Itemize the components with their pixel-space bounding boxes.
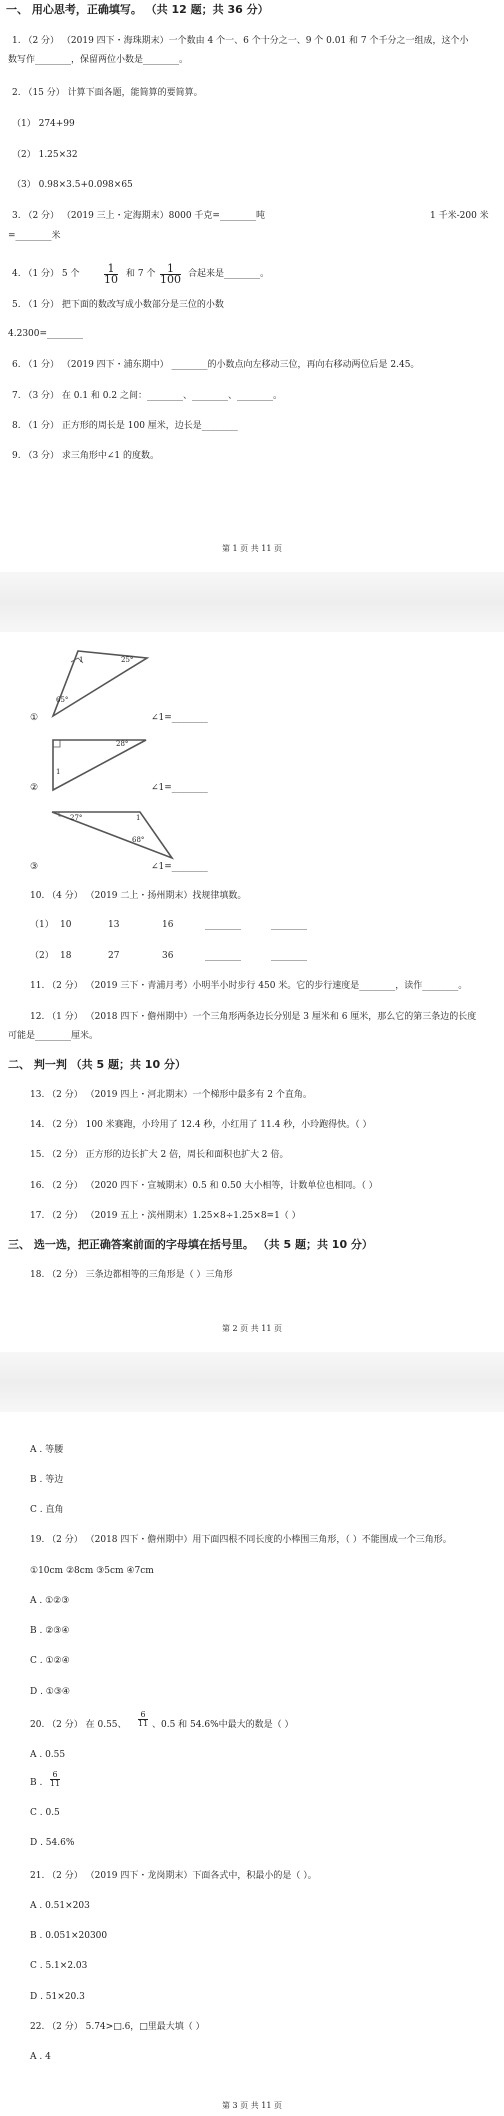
question-18-option-b: B . 等边	[30, 1475, 64, 1485]
question-19-option-d: D . ①③④	[30, 1687, 71, 1697]
question-9: 9. （3 分） 求三角形中∠1 的度数。	[12, 451, 160, 461]
question-22: 22. （2 分） 5.74>□.6，□里最大填（ ）	[30, 2022, 205, 2032]
question-12-cont: 可能是________厘米。	[8, 1031, 99, 1041]
question-18: 18. （2 分） 三条边都相等的三角形是（ ）三角形	[30, 1270, 233, 1280]
question-4: 4. （1 分） 5 个 $\frac{1}{10}$ 和 7 个 $\frac{1}{100}$ 合起来是________。	[12, 262, 270, 286]
question-10-2: （2） 18 27 36 ________ ________	[30, 951, 307, 961]
question-21-option-a: A . 0.51×203	[30, 1901, 90, 1911]
question-22-option-a: A . 4	[30, 2052, 51, 2062]
question-20: 20. （2 分） 在 0.55、 6 11 、0.5 和 54.6%中最大的数是（ ）	[30, 1710, 294, 1730]
question-21: 21. （2 分） （2019 四下・龙岗期末）下面各式中，积最小的是（ ）。	[30, 1871, 317, 1881]
question-1-cont: 数写作________，保留两位小数是________。	[8, 55, 189, 65]
question-19: 19. （2 分） （2018 四下・儋州期中）用下面四根不同长度的小棒围三角形，（ ）不能围成一个三角形。	[30, 1535, 452, 1545]
fraction-1-10: $\frac{1}{10}$	[104, 262, 118, 286]
triangle-2-angles: 28° 1	[56, 740, 129, 776]
question-15: 15. （2 分） 正方形的边长扩大 2 倍，周长和面积也扩大 2 倍。	[30, 1150, 289, 1160]
triangle-2-row: ② ∠1=________	[30, 783, 208, 793]
question-13: 13. （2 分） （2019 四上・河北期末）一个梯形中最多有 2 个直角。	[30, 1090, 312, 1100]
section-1-title: 一、 用心思考，正确填写。 （共 12 题；共 36 分）	[6, 3, 269, 16]
question-2-2: （2） 1.25×32	[12, 150, 78, 160]
question-10: 10. （4 分） （2019 二上・扬州期末）找规律填数。	[30, 891, 247, 901]
page-footer-2: 第 2 页 共 11 页	[222, 1324, 282, 1333]
question-18-option-a: A . 等腰	[30, 1445, 64, 1455]
question-3: 3. （2 分） （2019 三上・定海期末）8000 千克=________吨 1 千米-200 米	[12, 211, 489, 221]
question-2-1: （1） 274+99	[12, 119, 75, 129]
question-18-option-c: C . 直角	[30, 1505, 64, 1515]
question-6: 6. （1 分） （2019 四下・浦东期中） ________的小数点向左移动三位，再向右移动两位后是 2.45。	[12, 360, 420, 370]
question-21-option-b: B . 0.051×20300	[30, 1931, 108, 1941]
question-16: 16. （2 分） （2020 四下・宣城期末）0.5 和 0.50 大小相等，计数单位也相同。（ ）	[30, 1181, 378, 1191]
question-17: 17. （2 分） （2019 五上・滨州期末）1.25×8÷1.25×8=1（ ）	[30, 1211, 301, 1221]
question-20-option-b: B . 6 11	[30, 1770, 61, 1788]
triangle-1-row: ① ∠1=________	[30, 713, 208, 723]
question-12: 12. （1 分） （2018 四下・儋州期中）一个三角形两条边长分别是 3 厘米和 6 厘米，那么它的第三条边的长度	[30, 1012, 477, 1022]
triangle-3-angles: 27° 1 68°	[70, 814, 145, 844]
section-3-title: 三、 选一选，把正确答案前面的字母填在括号里。 （共 5 题；共 10 分）	[8, 1238, 373, 1251]
triangle-3-row: ③ ∠1=________	[30, 862, 208, 872]
question-20-option-a: A . 0.55	[30, 1750, 66, 1760]
question-19-option-a: A . ①②③	[30, 1596, 70, 1606]
question-19-option-b: B . ②③④	[30, 1626, 70, 1636]
fraction-6-11: 6 11	[138, 1710, 149, 1728]
question-3-cont: =________米	[8, 231, 61, 241]
fraction-1-100: $\frac{1}{100}$	[160, 262, 181, 286]
question-20-option-d: D . 54.6%	[30, 1838, 75, 1848]
question-21-option-c: C . 5.1×2.03	[30, 1961, 88, 1971]
option-b-fraction: 6 11	[50, 1770, 61, 1788]
question-2: 2. （15 分） 计算下面各题，能简算的要简算。	[12, 88, 203, 98]
page-gap-1	[0, 572, 504, 632]
triangle-1-angles: 1 25° 65°	[56, 656, 134, 704]
question-19-option-c: C . ①②④	[30, 1656, 70, 1666]
question-1: 1. （2 分） （2019 四下・海珠期末）一个数由 4 个一、6 个十分之一、9 个 0.01 和 7 个千分之一组成，这个小	[12, 36, 469, 46]
question-11: 11. （2 分） （2019 三下・青浦月考）小明半小时步行 450 米。它的步行速度是________，读作________。	[30, 981, 468, 991]
question-14: 14. （2 分） 100 米赛跑，小玲用了 12.4 秒，小红用了 11.4 秒，小玲跑得快。（ ）	[30, 1120, 372, 1130]
page-footer-3: 第 3 页 共 11 页	[222, 2101, 282, 2110]
question-10-1: （1） 10 13 16 ________ ________	[30, 920, 307, 930]
section-2-title: 二、 判一判 （共 5 题；共 10 分）	[8, 1058, 186, 1071]
question-7: 7. （3 分） 在 0.1 和 0.2 之间：________、________、________。	[12, 391, 282, 401]
page-footer-1: 第 1 页 共 11 页	[222, 544, 282, 553]
question-2-3: （3） 0.98×3.5+0.098×65	[12, 180, 133, 190]
question-19-items: ①10cm ②8cm ③5cm ④7cm	[30, 1566, 154, 1576]
question-5-cont: 4.2300=________	[8, 329, 84, 339]
question-20-option-c: C . 0.5	[30, 1808, 60, 1818]
question-21-option-d: D . 51×20.3	[30, 1992, 85, 2002]
page-gap-2	[0, 1352, 504, 1412]
question-8: 8. （1 分） 正方形的周长是 100 厘米，边长是________	[12, 421, 238, 431]
question-5: 5. （1 分） 把下面的数改写成小数部分是三位的小数	[12, 300, 224, 310]
